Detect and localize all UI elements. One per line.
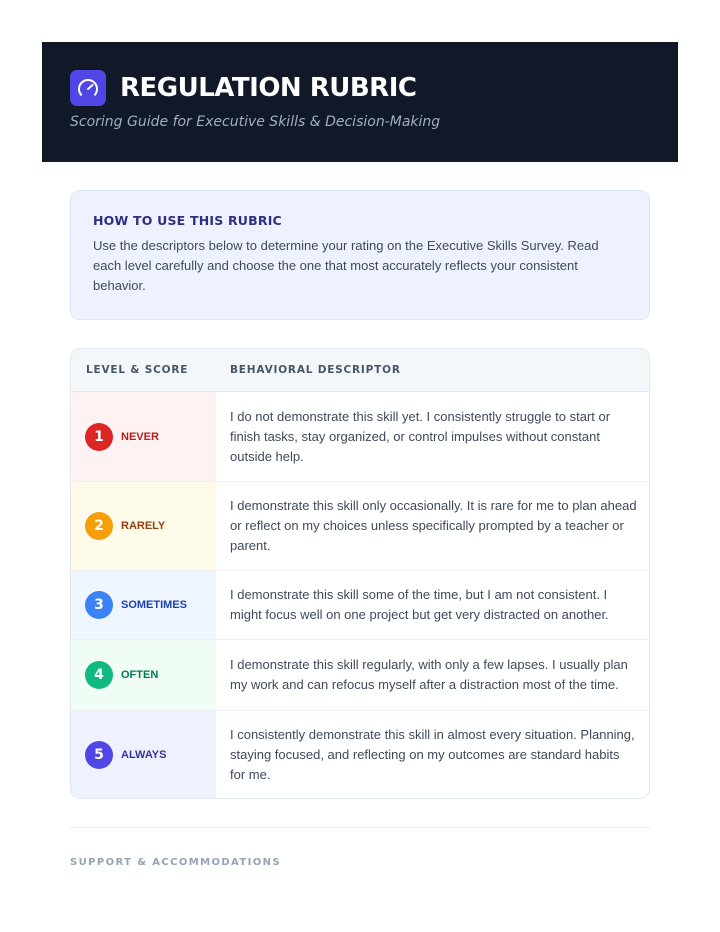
- support-section-label: SUPPORT & ACCOMMODATIONS: [70, 857, 282, 868]
- page-subtitle: Scoring Guide for Executive Skills & Decision-Making: [70, 114, 441, 130]
- table-row: [71, 711, 649, 799]
- column-header-descriptor: BEHAVIORAL DESCRIPTOR: [230, 364, 401, 376]
- score-badge: 2: [85, 512, 113, 540]
- rubric-table: [70, 348, 650, 799]
- behavioral-descriptor: I consistently demonstrate this skill in almost every situation. Planning, staying focused, and reflecting on my outcomes are standard habits for me.: [230, 727, 635, 782]
- how-to-use-title: HOW TO USE THIS RUBRIC: [93, 213, 282, 228]
- score-badge: 4: [85, 661, 113, 689]
- level-cell: [71, 640, 216, 710]
- table-row: [71, 392, 649, 482]
- speedometer-icon: [70, 70, 106, 106]
- behavioral-descriptor: I demonstrate this skill some of the time, but I am not consistent. I might focus well on one project but get very distracted on another.: [230, 587, 609, 622]
- level-cell: [71, 482, 216, 570]
- level-label: SOMETIMES: [121, 599, 188, 611]
- behavioral-descriptor: I do not demonstrate this skill yet. I consistently struggle to start or finish tasks, stay organized, or control impulses without constant outside help.: [230, 408, 611, 464]
- score-badge: 1: [85, 423, 113, 451]
- page-title: REGULATION RUBRIC: [120, 73, 417, 103]
- behavioral-descriptor: I demonstrate this skill only occasionally. It is rare for me to plan ahead or reflect on my choices unless specifically prompted by a teacher or parent.: [230, 498, 637, 553]
- page-header: [42, 42, 678, 162]
- score-badge: 3: [85, 591, 113, 619]
- level-label: ALWAYS: [121, 749, 167, 761]
- how-to-use-body: Use the descriptors below to determine your rating on the Executive Skills Survey. Read each level carefully and choose the one that most accurately reflects your consistent behavior.: [93, 238, 599, 293]
- table-row: [71, 482, 649, 571]
- section-divider: [70, 827, 650, 828]
- level-cell: [71, 571, 216, 639]
- how-to-use-box: [70, 190, 650, 320]
- behavioral-descriptor: I demonstrate this skill regularly, with only a few lapses. I usually plan my work and can refocus myself after a distraction most of the time.: [230, 657, 628, 692]
- level-label: RARELY: [121, 520, 166, 532]
- table-row: [71, 640, 649, 711]
- column-header-level: LEVEL & SCORE: [86, 364, 189, 376]
- level-cell: [71, 392, 216, 481]
- score-badge: 5: [85, 741, 113, 769]
- level-cell: [71, 711, 216, 799]
- level-label: OFTEN: [121, 669, 159, 681]
- table-row: [71, 571, 649, 640]
- table-header: [71, 349, 649, 392]
- level-label: NEVER: [121, 430, 159, 443]
